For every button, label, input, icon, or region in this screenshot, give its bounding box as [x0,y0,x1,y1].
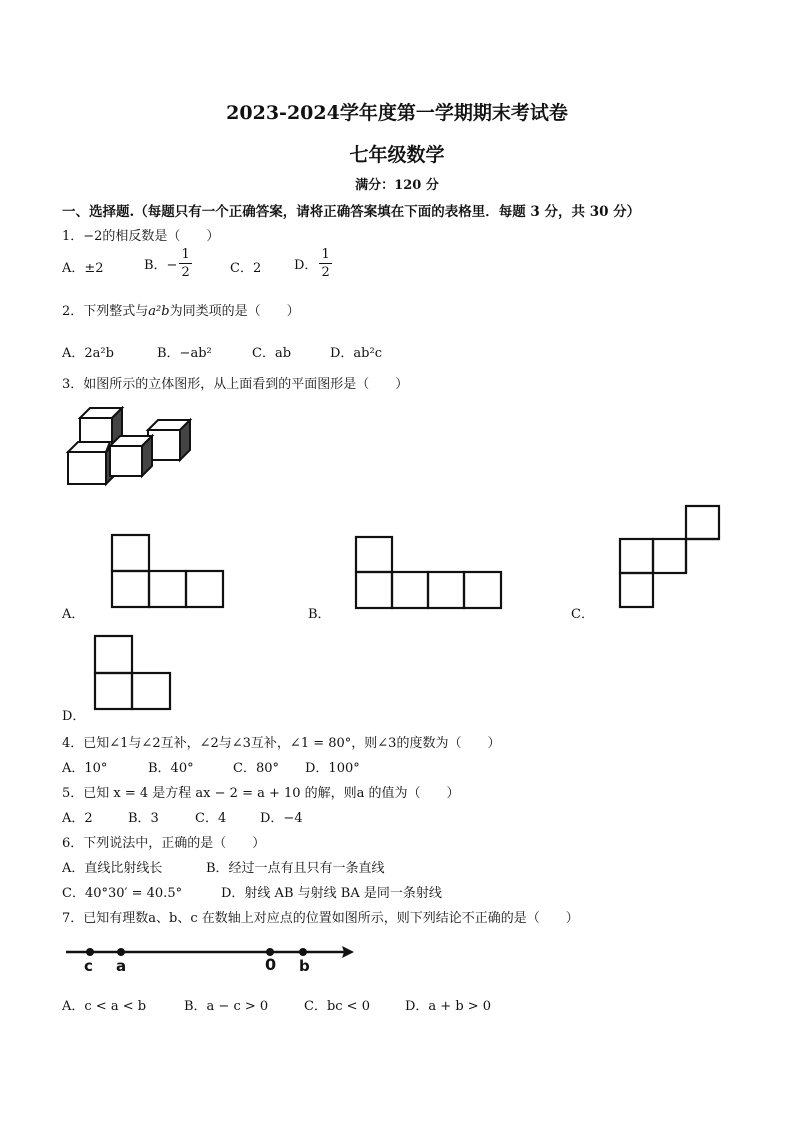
point-b [299,948,307,956]
q2-option-c: C．ab [252,346,292,361]
q3-option-c-figure [619,505,721,609]
q7-option-c: C．bc < 0 [304,999,370,1014]
q7-option-a: A．c < a < b [62,999,147,1014]
label-b: b [299,957,310,975]
q3-option-c-label: C． [571,607,594,622]
score-line: 满分：120 分 [355,178,439,193]
q2-stem: 2．下列整式与a²b为同类项的是（ ） [62,304,300,319]
q1-option-b: B．− $\frac{1}{2}$ [144,247,190,280]
q2-option-b: B．−ab² [157,346,212,361]
q4-option-d: D．100° [305,761,360,776]
q2-option-d: D．ab²c [330,346,382,361]
q5-option-a: A．2 [62,811,93,826]
label-a: a [116,957,127,975]
q4-option-b: B．40° [148,761,194,776]
q4-option-c: C．80° [233,761,279,776]
q3-option-b-figure [355,536,503,609]
point-a [117,948,125,956]
q3-option-a-figure [111,534,225,608]
cube-figure [62,400,192,490]
q6-option-d: D．射线 AB 与射线 BA 是同一条射线 [221,886,442,901]
q7-option-d: D．a + b > 0 [405,999,492,1014]
exam-title: 2023-2024学年度第一学期期末考试卷 [226,102,568,124]
q1-option-a: A．±2 [62,261,104,276]
section-heading: 一、选择题.（每题只有一个正确答案，请将正确答案填在下面的表格里．每题 3 分，共 30 分） [62,204,641,220]
q2-option-a: A．2a²b [62,346,114,361]
q6-stem: 6．下列说法中，正确的是（ ） [62,836,266,851]
q1-stem: 1．−2的相反数是（ ） [62,229,220,244]
label-zero: 0 [265,955,277,974]
q4-option-a: A．10° [62,761,108,776]
q3-stem: 3．如图所示的立体图形，从上面看到的平面图形是（ ） [62,377,409,392]
q7-option-b: B．a − c > 0 [184,999,269,1014]
q3-option-d-label: D． [62,709,86,724]
exam-subtitle: 七年级数学 [349,144,445,166]
q4-stem: 4．已知∠1与∠2互补，∠2与∠3互补，∠1 = 80°，则∠3的度数为（ ） [62,736,501,751]
q5-stem: 5．已知 x = 4 是方程 ax − 2 = a + 10 的解，则a 的值为（ ） [62,786,460,801]
q1-option-c: C．2 [230,261,262,276]
q6-option-b: B．经过一点有且只有一条直线 [206,861,385,876]
q5-option-d: D．−4 [260,811,303,826]
q5-option-c: C．4 [195,811,227,826]
q6-option-a: A．直线比射线长 [62,861,163,876]
q7-stem: 7．已知有理数a、b、c 在数轴上对应点的位置如图所示，则下列结论不正确的是（ ） [62,911,579,926]
q6-option-c: C．40°30′ = 40.5° [62,886,183,901]
number-line [64,938,356,982]
label-c: c [84,957,93,975]
q3-option-a-label: A． [62,607,85,622]
point-c [86,948,94,956]
q5-option-b: B．3 [128,811,159,826]
q1-option-d: D． $\frac{1}{2}$ [294,247,330,280]
q3-option-d-figure [94,635,172,711]
q3-option-b-label: B． [308,607,331,622]
